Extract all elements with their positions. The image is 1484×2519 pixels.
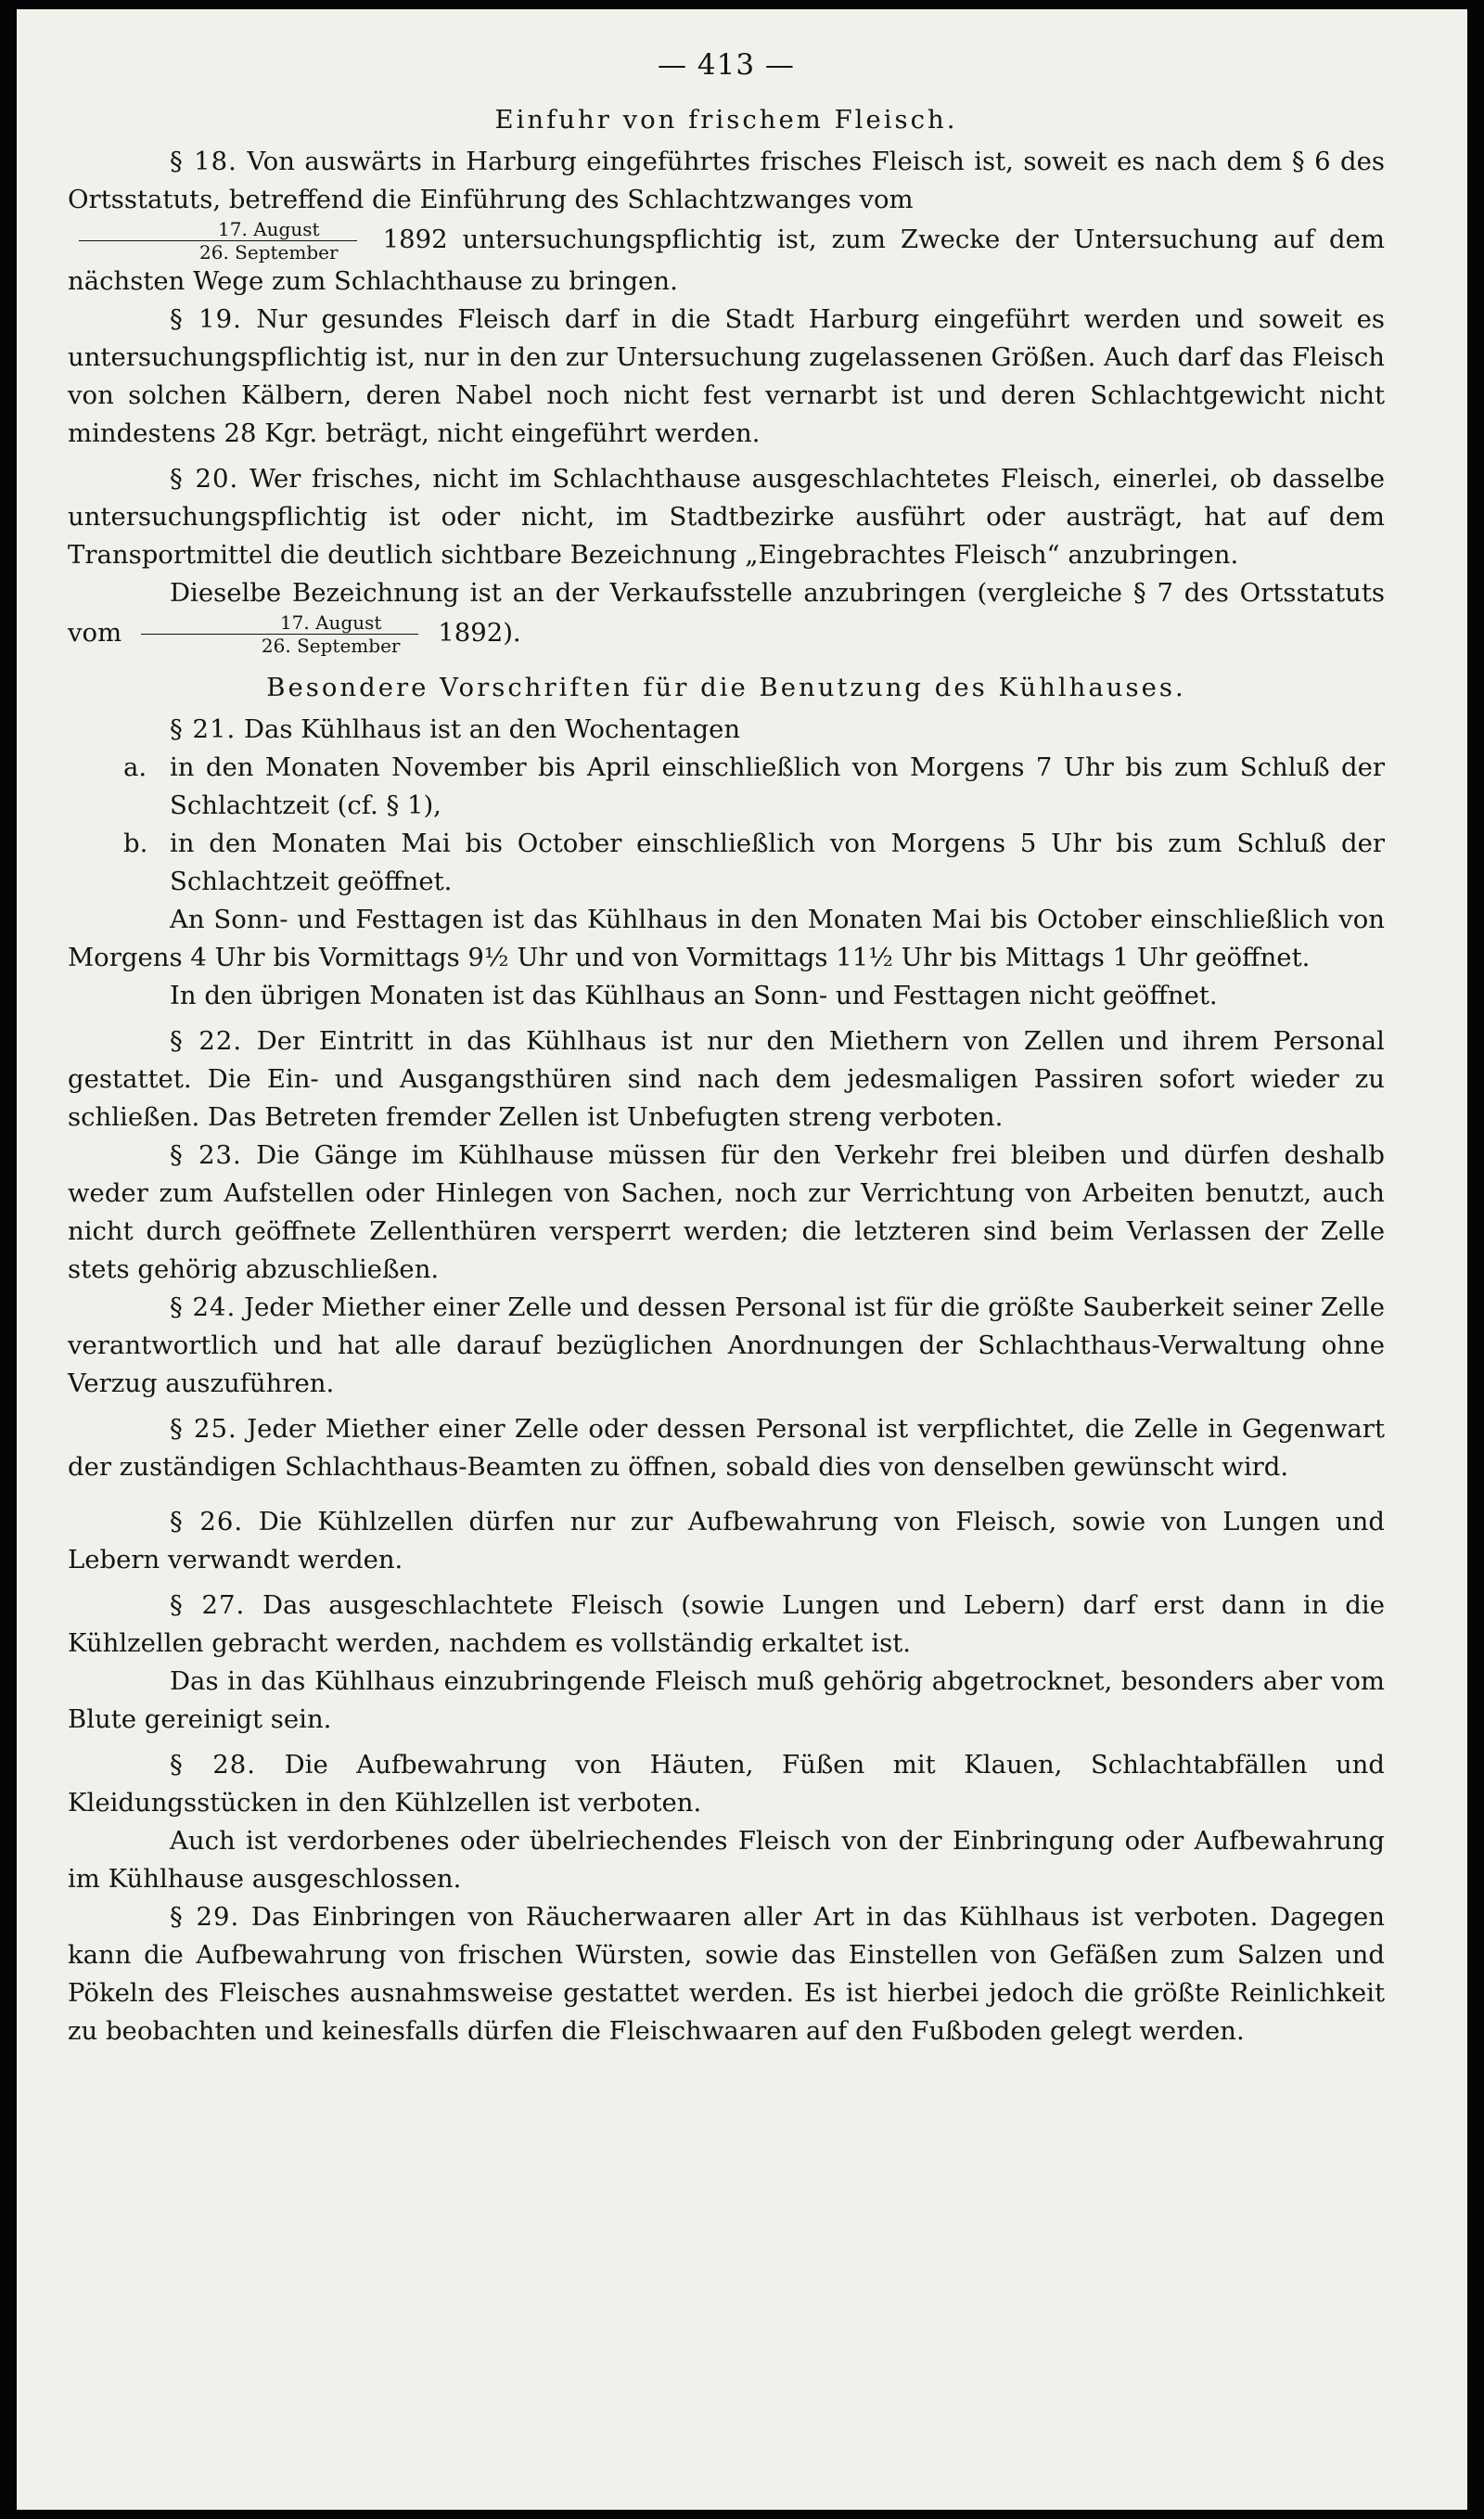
list-item-b: [123, 825, 1385, 901]
section-19: [68, 301, 1385, 453]
section-28: [68, 1746, 1385, 1822]
heading-einfuhr: Einfuhr von frischem Fleisch.: [494, 105, 958, 135]
section-24-number: § 24.: [170, 1292, 237, 1322]
heading-kuehlhaus: Besondere Vorschriften für die Benutzung des Kühlhauses.: [266, 673, 1186, 702]
section-18-text-b: 1892 untersuchungspflichtig ist, zum Zwecke der Untersuchung auf dem nächsten Wege zum Schlachthause zu bringen.: [68, 225, 1385, 296]
section-27-text: Das ausgeschlachtete Fleisch (sowie Lungen und Lebern) darf erst dann in die Kühlzellen gebracht werden, nachdem es vollständig erkaltet ist.: [68, 1590, 1385, 1658]
date-fraction-1-top: 17. August: [79, 219, 357, 241]
list-item-b-letter: b.: [123, 829, 148, 858]
section-24-text: Jeder Miether einer Zelle und dessen Personal ist für die größte Sauberkeit seiner Zelle verantwortlich und hat alle darauf bezüglichen Anordnungen der Schlachthaus-Verwaltung ohne Verzug auszuführen.: [68, 1292, 1385, 1398]
section-26-number: § 26.: [170, 1507, 244, 1536]
list-item-a-letter: a.: [123, 752, 147, 782]
section-27-para-2: Das in das Kühlhaus einzubringende Fleisch muß gehörig abgetrocknet, besonders aber vom Blute gereinigt sein.: [68, 1666, 1385, 1734]
section-21-number: § 21.: [170, 714, 237, 744]
section-19-text: Nur gesundes Fleisch darf in die Stadt Harburg eingeführt werden und soweit es untersuchungspflichtig ist, nur in den zur Untersuchung zugelassenen Größen. Auch darf das Fleisch von solchen Kälbern, deren Nabel noch nicht fest vernarbt ist und deren Schlachtgewicht nicht mindestens 28 Kgr. beträgt, nicht eingeführt werden.: [68, 304, 1385, 448]
section-23-number: § 23.: [170, 1140, 242, 1170]
date-fraction-2-bottom: 26. September: [261, 635, 401, 657]
section-18-text-a: Von auswärts in Harburg eingeführtes frisches Fleisch ist, soweit es nach dem § 6 des Ortsstatuts, betreffend die Einführung des Schlachtzwanges vom: [68, 147, 1385, 214]
section-26: [68, 1503, 1385, 1579]
section-25: [68, 1410, 1385, 1486]
date-fraction-2: [141, 612, 419, 656]
section-21-text: Das Kühlhaus ist an den Wochentagen: [243, 714, 741, 744]
section-21-list: [123, 749, 1385, 901]
section-29-number: § 29.: [170, 1902, 240, 1932]
list-item-a-text: in den Monaten November bis April einschließlich von Morgens 7 Uhr bis zum Schluß der Schlachtzeit (cf. § 1),: [170, 752, 1385, 820]
document-page: [17, 9, 1467, 2510]
section-19-number: § 19.: [170, 304, 242, 334]
section-18: [68, 143, 1385, 301]
section-29: [68, 1898, 1385, 2050]
section-22-number: § 22.: [170, 1026, 243, 1056]
section-25-text: Jeder Miether einer Zelle oder dessen Personal ist verpflichtet, die Zelle in Gegenwart der zuständigen Schlachthaus-Beamten zu öffnen, sobald dies von denselben gewünscht wird.: [68, 1414, 1385, 1482]
section-29-text: Das Einbringen von Räucherwaaren aller Art in das Kühlhaus ist verboten. Dagegen kann die Aufbewahrung von frischen Würsten, sowie das Einstellen von Gefäßen zum Salzen und Pökeln des Fleisches ausnahmsweise gestattet werden. Es ist hierbei jedoch die größte Reinlichkeit zu beobachten und keinesfalls dürfen die Fleischwaaren auf den Fußboden gelegt werden.: [68, 1902, 1385, 2046]
section-27: [68, 1587, 1385, 1663]
section-20: [68, 460, 1385, 574]
section-27-number: § 27.: [170, 1590, 246, 1620]
section-20-para-2: [68, 574, 1385, 656]
section-28-number: § 28.: [170, 1750, 257, 1780]
section-24: [68, 1289, 1385, 1403]
section-26-text: Die Kühlzellen dürfen nur zur Aufbewahrung von Fleisch, sowie von Lungen und Lebern verwandt werden.: [68, 1507, 1385, 1574]
date-fraction-1: [79, 219, 357, 263]
date-fraction-1-bottom: 26. September: [199, 241, 339, 263]
section-23: [68, 1137, 1385, 1289]
section-20-text-b: Dieselbe Bezeichnung ist an der Verkaufsstelle anzubringen (vergleiche § 7 des Ortsstatuts vom: [68, 578, 1385, 648]
date-fraction-2-top: 17. August: [141, 612, 419, 635]
section-25-number: § 25.: [170, 1414, 237, 1444]
section-21-para-sunday: An Sonn- und Festtagen ist das Kühlhaus in den Monaten Mai bis October einschließlich von Morgens 4 Uhr bis Vormittags 9½ Uhr und von Vormittags 11½ Uhr bis Mittags 1 Uhr geöffnet.: [68, 905, 1385, 972]
section-20-text: Wer frisches, nicht im Schlachthause ausgeschlachtetes Fleisch, einerlei, ob dasselbe untersuchungspflichtig ist oder nicht, im Stadtbezirke ausführt oder austrägt, hat auf dem Transportmittel die deutlich sichtbare Bezeichnung „Eingebrachtes Fleisch“ anzubringen.: [68, 464, 1385, 570]
page-number: — 413 —: [658, 48, 795, 82]
section-21: [68, 711, 1385, 749]
section-20-text-c: 1892).: [438, 618, 521, 648]
section-21-para-other-months: In den übrigen Monaten ist das Kühlhaus an Sonn- und Festtagen nicht geöffnet.: [170, 981, 1218, 1010]
section-22-text: Der Eintritt in das Kühlhaus ist nur den Miethern von Zellen und ihrem Personal gestattet. Die Ein- und Ausgangsthüren sind nach dem jedesmaligen Passiren sofort wieder zu schließen. Das Betreten fremder Zellen ist Unbefugten streng verboten.: [68, 1026, 1385, 1132]
section-23-text: Die Gänge im Kühlhause müssen für den Verkehr frei bleiben und dürfen deshalb weder zum Aufstellen oder Hinlegen von Sachen, noch zur Verrichtung von Arbeiten benutzt, auch nicht durch geöffnete Zellenthüren versperrt werden; die letzteren sind beim Verlassen der Zelle stets gehörig abzuschließen.: [68, 1140, 1385, 1284]
section-22: [68, 1022, 1385, 1137]
page-content: [68, 46, 1385, 2050]
list-item-b-text: in den Monaten Mai bis October einschließlich von Morgens 5 Uhr bis zum Schluß der Schlachtzeit geöffnet.: [170, 829, 1385, 896]
section-20-number: § 20.: [170, 464, 239, 494]
section-28-text: Die Aufbewahrung von Häuten, Füßen mit Klauen, Schlachtabfällen und Kleidungsstücken in den Kühlzellen ist verboten.: [68, 1750, 1385, 1818]
list-item-a: [123, 749, 1385, 825]
section-28-para-2: Auch ist verdorbenes oder übelriechendes Fleisch von der Einbringung oder Aufbewahrung im Kühlhause ausgeschlossen.: [68, 1826, 1385, 1894]
section-18-number: § 18.: [170, 147, 237, 176]
